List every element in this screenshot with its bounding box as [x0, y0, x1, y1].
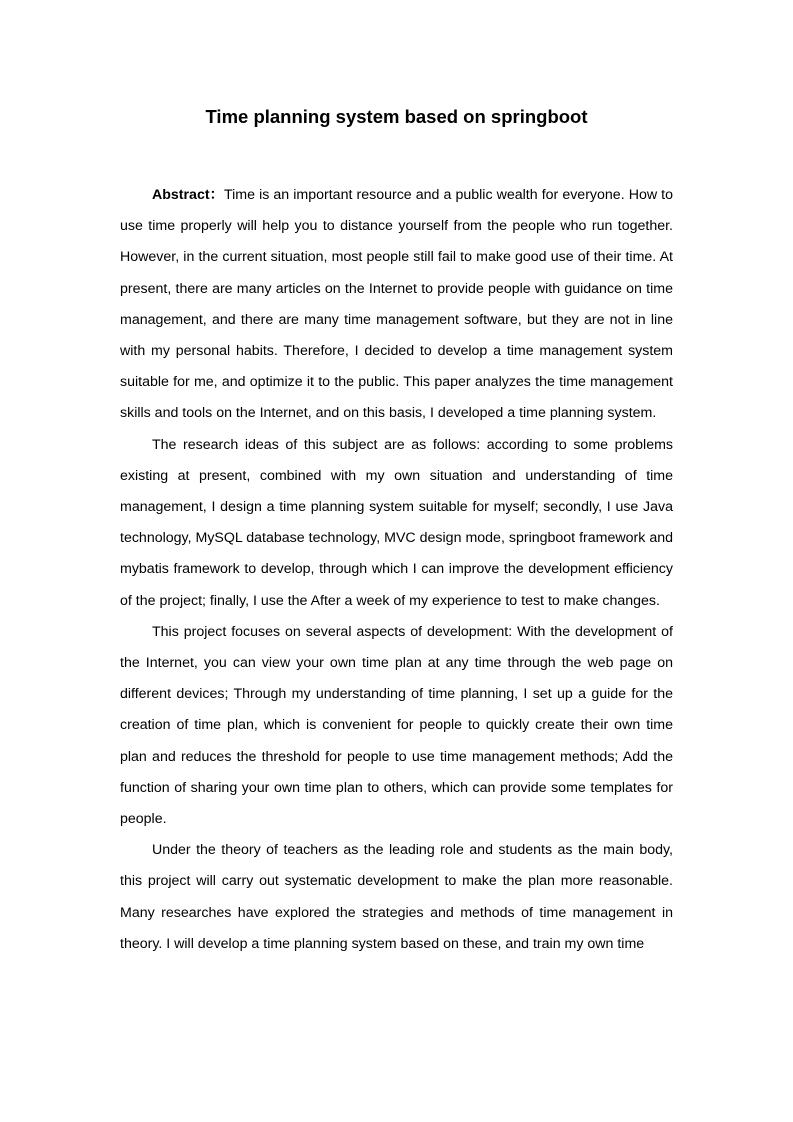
research-ideas-paragraph: The research ideas of this subject are as follows: according to some problems existing at present, combined with my own situation and understanding of time management, I design a time planning system suitable for myself; secondly, I use Java technology, MySQL database technology, MVC design mode, springboot framework and mybatis framework to develop, through which I can improve the development efficiency of the project; finally, I use the After a week of my experience to test to make changes. — [120, 436, 673, 609]
theory-paragraph: Under the theory of teachers as the leading role and students as the main body, this project will carry out systematic development to make the plan more reasonable. Many researches have explored the strategies and methods of time management in theory. I will develop a time planning system based on these, and train my own time — [120, 842, 673, 952]
abstract-label: Abstract： — [152, 187, 225, 203]
abstract-body — [120, 180, 673, 960]
project-focus-paragraph: This project focuses on several aspects of development: With the development of the Internet, you can view your own time plan at any time through the web page on different devices; Through my understanding of time planning, I set up a guide for the creation of time plan, which is convenient for people to quickly create their own time plan and reduces the threshold for people to use time management methods; Add the function of sharing your own time plan to others, which can provide some templates for people. — [120, 623, 673, 828]
abstract-paragraph — [120, 180, 673, 430]
paper-title: Time planning system based on springboot — [205, 106, 588, 127]
abstract-text: Time is an important resource and a public wealth for everyone. How to use time properly will help you to distance yourself from the people who run together. However, in the current situation, most people still fail to make good use of their time. At present, there are many articles on the Internet to provide people with guidance on time management, and there are many time management software, but they are not in line with my personal habits. Therefore, I decided to develop a time management system suitable for me, and optimize it to the public. This paper analyzes the time management skills and tools on the Internet, and on this basis, I developed a time planning system. — [120, 187, 673, 422]
